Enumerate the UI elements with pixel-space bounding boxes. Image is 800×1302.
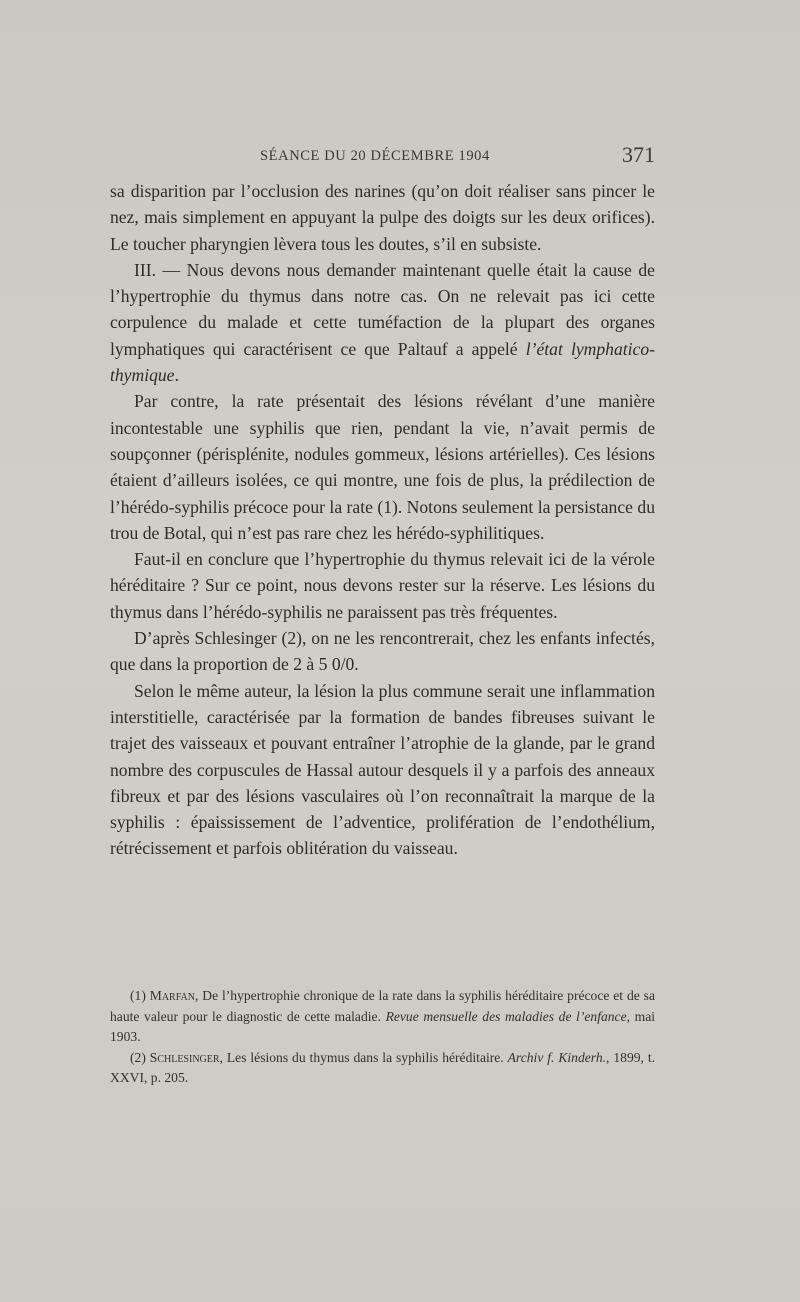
footnote-journal: Revue mensuelle des maladies de l’enfance (385, 1008, 627, 1024)
running-title: SÉANCE DU 20 DÉCEMBRE 1904 (260, 148, 490, 164)
paragraph-conclusion: Faut-il en conclure que l’hypertrophie du thymus relevait ici de la vérole héréditaire ? Sur ce point, nous devons rester sur la réserve. Les lésions du thymus dans l’hérédo-syphilis ne paraissent pas très fréquentes. (110, 549, 655, 622)
footnote-1 (110, 986, 655, 1048)
paragraph-lesions: Selon le même auteur, la lésion la plus commune serait une inflammation interstitielle, caractérisée par la formation de bandes fibreuses suivant le trajet des vaisseaux et pouvant entraîner l’atrophie de la glande, par le grand nombre des corpuscules de Hassal autour desquels il y a parfois des anneaux fibreux et par des lésions vasculaires où l’on reconnaîtrait la marque de la syphilis : épaississement de l’adventice, prolifération de l’endothélium, rétrécissement et parfois oblitération du vaisseau. (110, 680, 655, 859)
footnote-text: , Les lésions du thymus dans la syphilis héréditaire. (219, 1049, 508, 1065)
footnotes (110, 986, 655, 1089)
footnote-author: Schlesinger (149, 1049, 220, 1065)
paragraph-text-end: . (174, 365, 179, 386)
footnote-marker: (1) (130, 988, 150, 1003)
footnote-end: , 1899, t. XXVI, p. 205. (110, 1049, 656, 1086)
footnote-journal: Archiv f. Kinderh. (507, 1049, 607, 1065)
paragraph-schlesinger: D’après Schlesinger (2), on ne les rencontrerait, chez les enfants infectés, que dans la proportion de 2 à 5 0/0. (110, 628, 655, 675)
italic-term: l’état lymphatico-thymique (110, 338, 656, 386)
footnote-end: , mai 1903. (110, 1008, 656, 1045)
footnote-marker: (2) (130, 1049, 150, 1065)
body-text (110, 178, 655, 862)
paragraph-text: III. — Nous devons nous demander maintenant quelle était la cause de l’hypertrophie du thymus dans notre cas. On ne relevait pas ici cette corpulence du malade et cette tuméfaction de la plupart des organes lymphatiques qui caractérisent ce que Paltauf a appelé (110, 259, 655, 359)
paragraph-spleen: Par contre, la rate présentait des lésions révélant d’une manière incontestable une syphilis que rien, pendant la vie, n’avait permis de soupçonner (périsplénite, nodules gommeux, lésions artérielles). Ces lésions étaient d’ailleurs isolées, ce qui montre, une fois de plus, la prédilection de l’hérédo-syphilis précoce pour la rate (1). Notons seulement la persistance du trou de Botal, qui n’est pas rare chez les hérédo-syphilitiques. (110, 391, 655, 543)
footnote-2 (110, 1048, 655, 1089)
page-number: 371 (622, 142, 655, 167)
footnote-author: Marfan (149, 988, 195, 1003)
footnote-text: , De l’hypertrophie chronique de la rate dans la syphilis héréditaire précoce et de sa haute valeur pour le diagnostic de cette maladie. (110, 988, 655, 1024)
paragraph-section-three (110, 257, 655, 388)
page-header (110, 142, 655, 172)
paragraph-continuation: sa disparition par l’occlusion des narines (qu’on doit réaliser sans pincer le nez, mais simplement en appuyant la pulpe des doigts sur les deux orifices). Le toucher pharyngien lèvera tous les doutes, s’il en subsiste. (110, 181, 655, 254)
